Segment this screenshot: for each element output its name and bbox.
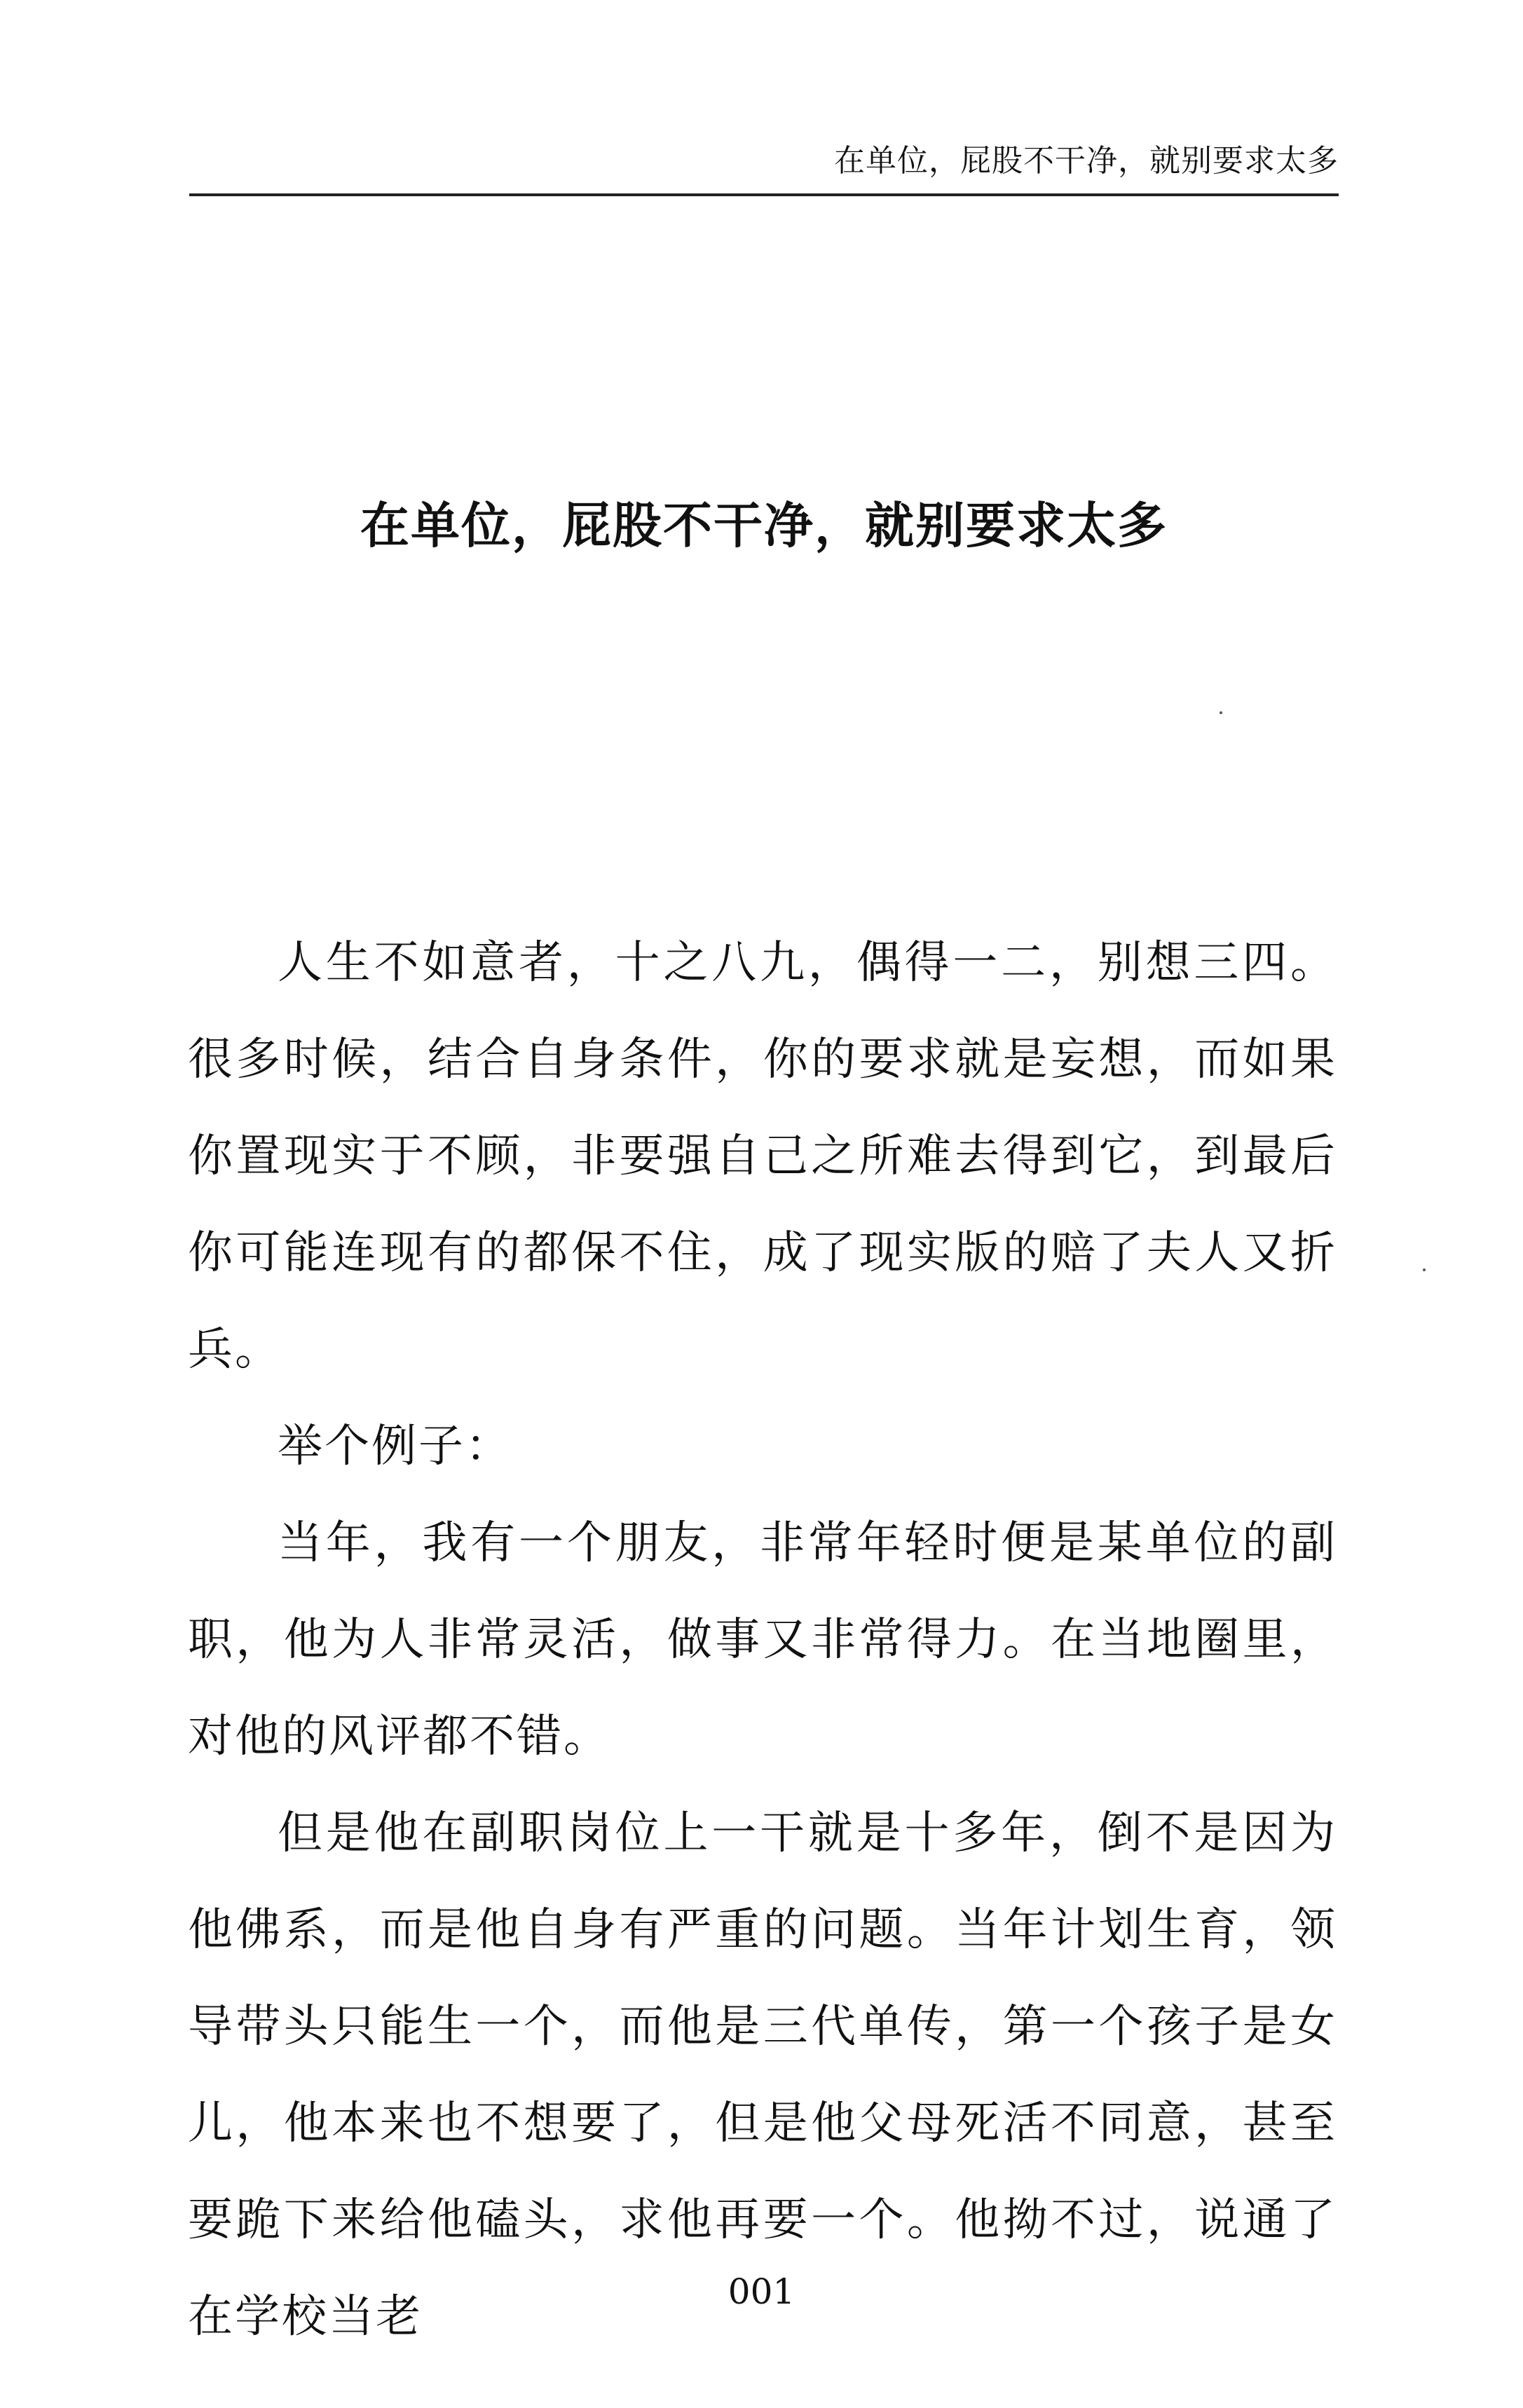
scan-speck — [1423, 1268, 1426, 1271]
scan-speck — [1220, 711, 1222, 714]
running-header: 在单位，屁股不干净，就别要求太多 — [834, 143, 1339, 179]
paragraph: 当年，我有一个朋友，非常年轻时便是某单位的副职，他为人非常灵活，做事又非常得力。在当地圈里，对他的风评都不错。 — [188, 1517, 1337, 1763]
paragraph: 举个例子： — [278, 1421, 512, 1472]
chapter-title: 在单位，屁股不干净，就别要求太多 — [360, 497, 1168, 554]
paragraph: 人生不如意者，十之八九，偶得一二，别想三四。很多时候，结合自身条件，你的要求就是妄想，而如果你置现实于不顾，非要强自己之所难去得到它，到最后你可能连现有的都保不住，成了现实版的赔了夫人又折兵。 — [188, 937, 1337, 1376]
page-number: 001 — [728, 2271, 795, 2312]
header-rule — [189, 193, 1339, 196]
paragraph: 但是他在副职岗位上一干就是十多年，倒不是因为他佛系，而是他自身有严重的问题。当年计划生育，领导带头只能生一个，而他是三代单传，第一个孩子是女儿，他本来也不想要了，但是他父母死活不同意，甚至要跪下来给他磕头，求他再要一个。他拗不过，说通了在学校当老 — [188, 1807, 1337, 2343]
body-text — [188, 915, 1337, 2365]
